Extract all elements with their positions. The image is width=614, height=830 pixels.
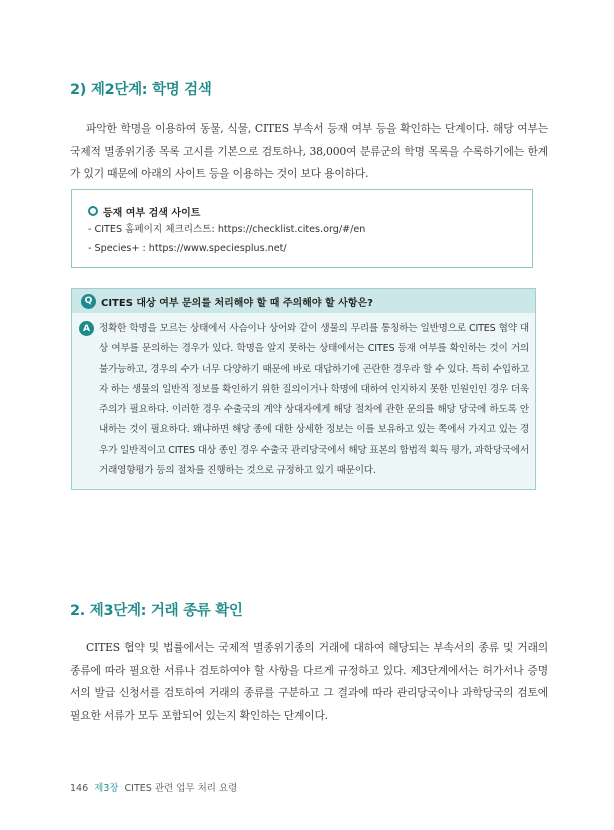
search-site-box bbox=[71, 189, 533, 268]
site-line-speciesplus: - Species+ : https://www.speciesplus.net/ bbox=[88, 243, 287, 254]
answer-text: 정확한 학명을 모르는 상태에서 사슴이나 상어와 같이 생물의 무리를 통칭하는 일반명으로 CITES 협약 대상 여부를 문의하는 경우가 있다. 학명을 알지 못하는 상태에서는 CITES 등재 여부를 확인하는 것이 거의 불가능하고, 경우의 수가 너무 다양하기 때문에 바로 대답하기에 곤란한 경우라 할 수 있다. 특히 수입하고자 하는 생물의 일반적 정보를 확인하기 위한 질의이거나 학명에 대하여 인지하지 못한 민원인인 경우 더욱 주의가 필요하다. 이러한 경우 수출국의 계약 상대자에게 해당 절차에 관한 문의를 해당 당국에 하도록 안내하는 것이 필요하다. 왜냐하면 해당 종에 대한 상세한 정보는 이를 보유하고 있는 쪽에서 가지고 있는 경우가 일반적이고 CITES 대상 종인 경우 수출국 관리당국에서 해당 표본의 합법적 획득 평가, 과학당국에서 거래영향평가 등의 절차를 진행하는 것으로 규정하고 있기 때문이다. bbox=[99, 323, 529, 477]
question-text: CITES 대상 여부 문의를 처리해야 할 때 주의해야 할 사항은? bbox=[101, 297, 373, 309]
site-line-cites: - CITES 홈페이지 체크리스트: https://checklist.cites.org/#/en bbox=[88, 224, 366, 235]
section-2-body: 파악한 학명을 이용하여 동물, 식물, CITES 부속서 등재 여부 등을 확인하는 단계이다. 해당 여부는 국제적 멸종위기종 목록 고시를 기본으로 검토하나, 38,000여 분류군의 학명 목록을 수록하기에는 한계가 있기 때문에 아래의 사이트 등을 이용하는 것이 보다 용이하다. bbox=[70, 122, 548, 180]
section-3-title: 2. 제3단계: 거래 종류 확인 bbox=[70, 603, 243, 619]
chapter-title: CITES 관련 업무 처리 요령 bbox=[124, 783, 238, 794]
a-badge: A bbox=[79, 321, 94, 336]
qa-box bbox=[71, 288, 536, 490]
circle-bullet-icon bbox=[88, 206, 98, 216]
section-2-title: 2) 제2단계: 학명 검색 bbox=[70, 82, 212, 98]
question-bar bbox=[72, 289, 535, 313]
page-footer bbox=[70, 780, 237, 794]
search-site-heading bbox=[88, 202, 516, 220]
q-badge: Q bbox=[81, 294, 96, 309]
search-site-heading-text: 등재 여부 검색 사이트 bbox=[103, 207, 201, 219]
section-3-body: CITES 협약 및 법률에서는 국제적 멸종위기종의 거래에 대하여 해당되는 부속서의 종류 및 거래의 종류에 따라 필요한 서류나 검토하여야 할 사항을 다르게 규정하고 있다. 제3단계에서는 허가서나 증명서의 발급 신청서를 검토하여 거래의 종류를 구분하고 그 결과에 따라 관리당국이나 과학당국의 검토에 필요한 서류가 모두 포함되어 있는지 확인하는 단계이다. bbox=[70, 641, 548, 722]
page-number: 146 bbox=[70, 783, 89, 794]
chapter-label: 제3장 bbox=[94, 783, 119, 794]
